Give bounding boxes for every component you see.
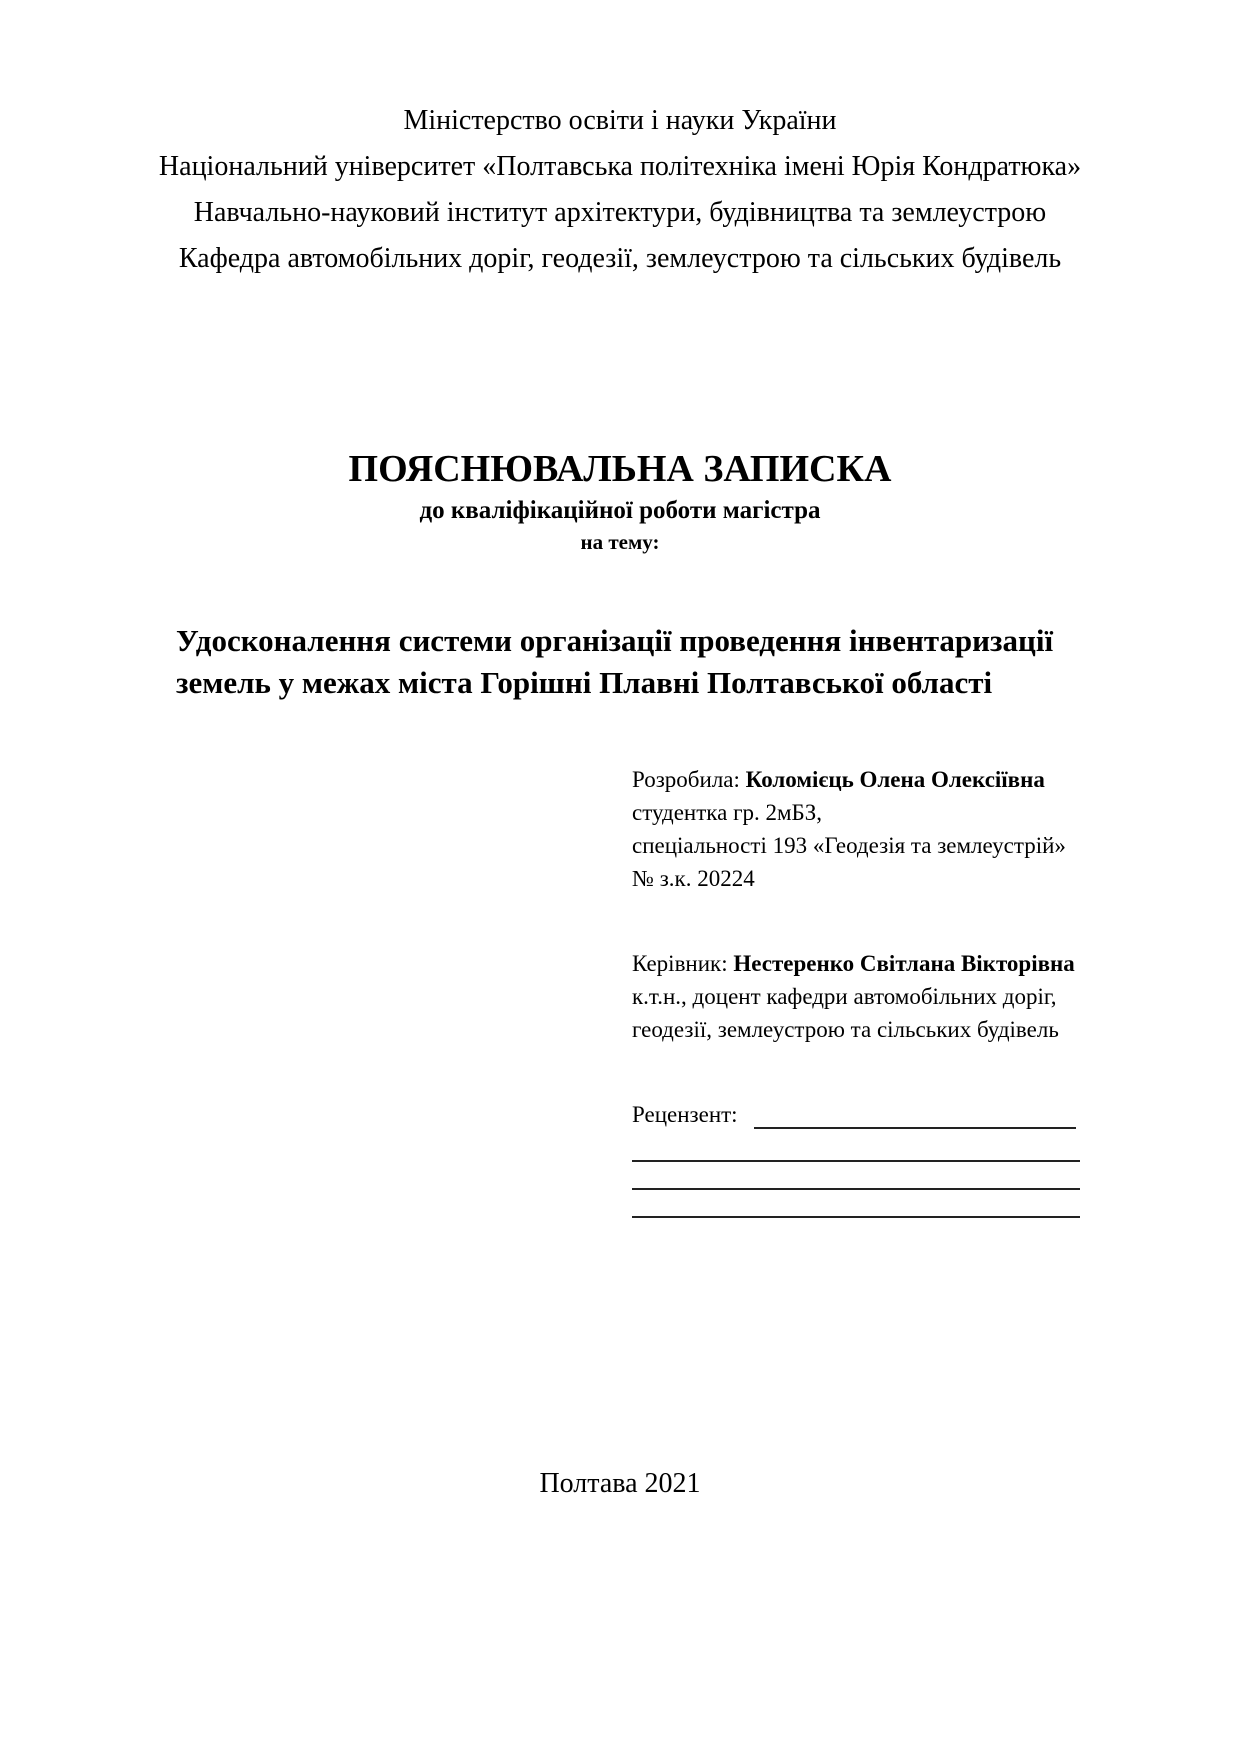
reviewer-block xyxy=(632,1098,738,1131)
supervisor-name: Нестеренко Світлана Вікторівна xyxy=(733,951,1075,976)
author-line xyxy=(632,763,1066,796)
ministry-line: Міністерство освіти і науки України xyxy=(403,105,837,136)
place-year: Полтава 2021 xyxy=(539,1468,701,1499)
topic-line-2: земель у межах міста Горішні Плавні Полтавської області xyxy=(176,665,993,700)
supervisor-line xyxy=(632,947,1075,980)
supervisor-block xyxy=(632,947,1075,1046)
reviewer-blank-line-2 xyxy=(632,1188,1080,1190)
supervisor-position-2: геодезії, землеустрою та сільських будівель xyxy=(632,1017,1059,1042)
reviewer-name-blank xyxy=(754,1127,1076,1129)
author-block xyxy=(632,763,1066,895)
author-label: Розробила: xyxy=(632,767,746,792)
department-line: Кафедра автомобільних доріг, геодезії, землеустрою та сільських будівель xyxy=(178,243,1062,274)
reviewer-blank-line-1 xyxy=(632,1160,1080,1162)
topic-line-1: Удосконалення системи організації проведення інвентаризації xyxy=(176,623,1054,658)
author-group: студентка гр. 2мБЗ, xyxy=(632,800,823,825)
institute-line: Навчально-науковий інститут архітектури, будівництва та землеустрою xyxy=(193,197,1047,228)
author-record-book: № з.к. 20224 xyxy=(632,866,755,891)
thesis-topic xyxy=(176,620,1053,704)
topic-label: на тему: xyxy=(580,530,660,554)
reviewer-label: Рецензент: xyxy=(632,1102,738,1127)
document-subtitle: до кваліфікаційної роботи магістра xyxy=(419,497,821,524)
document-title: ПОЯСНЮВАЛЬНА ЗАПИСКА xyxy=(348,448,892,490)
university-line: Національний університет «Полтавська політехніка імені Юрія Кондратюка» xyxy=(158,151,1082,182)
supervisor-position-1: к.т.н., доцент кафедри автомобільних доріг, xyxy=(632,984,1057,1009)
supervisor-label: Керівник: xyxy=(632,951,734,976)
author-specialty: спеціальності 193 «Геодезія та землеустрій» xyxy=(632,833,1066,858)
author-name: Коломієць Олена Олексіївна xyxy=(745,767,1045,792)
reviewer-blank-line-3 xyxy=(632,1216,1080,1218)
